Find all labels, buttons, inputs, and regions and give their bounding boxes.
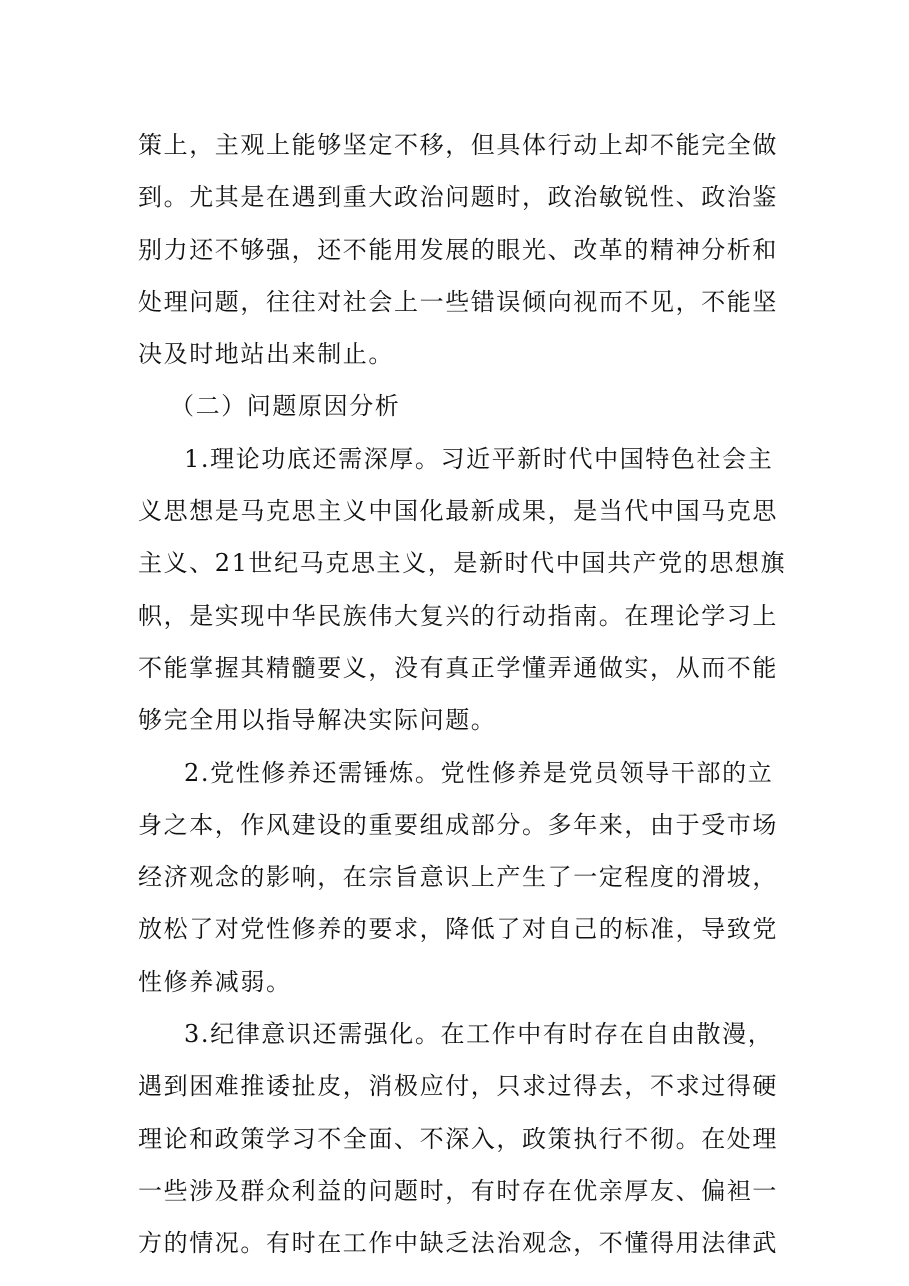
paragraph-political-stance — [138, 119, 778, 380]
text-line: 不能掌握其精髓要义，没有真正学懂弄通做实，从而不能 — [138, 653, 778, 682]
text-line: 身之本，作风建设的重要组成部分。多年来，由于受市场 — [138, 810, 778, 839]
text-line: 一些涉及群众利益的问题时，有时存在优亲厚友、偏袒一 — [138, 1176, 778, 1205]
text-line: 2.党性修养还需锤炼。党性修养是党员领导干部的立 — [184, 758, 774, 787]
text-line: 处理问题，往往对社会上一些错误倾向视而不见，不能坚 — [138, 287, 778, 316]
text-line: 1.理论功底还需深厚。习近平新时代中国特色社会主 — [184, 444, 774, 473]
text-line: 别力还不够强，还不能用发展的眼光、改革的精神分析和 — [138, 235, 778, 264]
text-line: 放松了对党性修养的要求，降低了对自己的标准，导致党 — [138, 915, 778, 944]
text-line: 帜，是实现中华民族伟大复兴的行动指南。在理论学习上 — [138, 601, 778, 630]
text-line: 经济观念的影响，在宗旨意识上产生了一定程度的滑坡， — [138, 863, 778, 892]
paragraph-party-cultivation — [138, 747, 778, 1008]
section-heading-cause-analysis — [138, 380, 771, 432]
text-line: 3.纪律意识还需强化。在工作中有时存在自由散漫， — [184, 1020, 774, 1049]
text-line: 理论和政策学习不全面、不深入，政策执行不彻。在处理 — [138, 1124, 778, 1153]
text-line: 到。尤其是在遇到重大政治问题时，政治敏锐性、政治鉴 — [138, 183, 778, 212]
section-heading: （二）问题原因分析 — [170, 392, 401, 421]
text-line: 够完全用以指导解决实际问题。 — [138, 706, 497, 735]
text-line: 决及时地站出来制止。 — [138, 340, 394, 369]
text-line: 主义、21世纪马克思主义，是新时代中国共产党的思想旗 — [138, 549, 787, 578]
text-line: 遇到困难推诿扯皮，消极应付，只求过得去，不求过得硬 — [138, 1072, 778, 1101]
document-body — [138, 119, 787, 1270]
paragraph-discipline-awareness — [138, 1008, 778, 1269]
text-line: 义思想是马克思主义中国化最新成果，是当代中国马克思 — [138, 497, 778, 526]
text-line: 策上，主观上能够坚定不移，但具体行动上却不能完全做 — [138, 131, 778, 159]
paragraph-theory-foundation — [138, 433, 787, 747]
text-line: 方的情况。有时在工作中缺乏法治观念，不懂得用法律武 — [138, 1229, 778, 1258]
text-line: 性修养减弱。 — [138, 967, 292, 996]
